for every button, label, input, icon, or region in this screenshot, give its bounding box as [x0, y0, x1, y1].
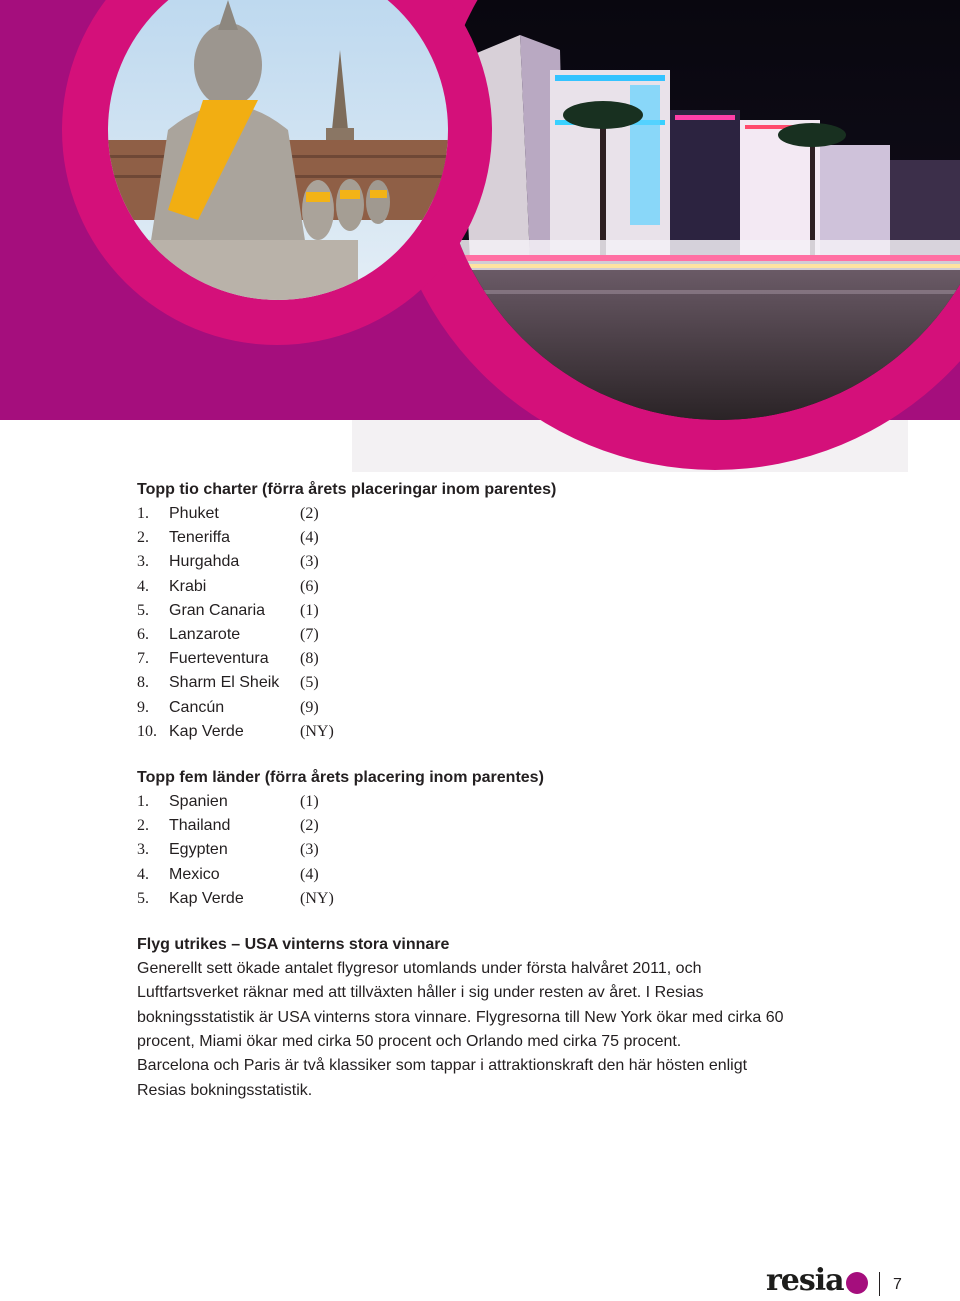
destination-name: Hurgahda [169, 553, 240, 571]
charter-heading: Topp tio charter (förra årets placeringar inom parentes) [137, 481, 557, 498]
country-name: Spanien [169, 793, 228, 811]
destination-name: Phuket [169, 505, 219, 522]
list-item [137, 550, 857, 574]
destination-name: Fuerteventura [169, 650, 269, 668]
article-body [137, 957, 857, 1103]
countries-heading: Topp fem länder (förra årets placering inom parentes) [137, 769, 544, 787]
brand-dot-icon [846, 1272, 868, 1294]
rank-number: 5. [137, 601, 149, 619]
countries-list [137, 790, 857, 911]
list-item [137, 790, 857, 814]
hero-banner [0, 0, 960, 472]
article-line: Barcelona och Paris är två klassiker som tappar i attraktionskraft den här hösten enligt [137, 1057, 748, 1075]
previous-rank: (NY) [300, 722, 334, 740]
resia-logo [766, 1261, 868, 1301]
article-line: procent, Miami ökar med cirka 50 procent och Orlando med cirka 75 procent. [137, 1032, 682, 1050]
destination-name: Kap Verde [169, 722, 244, 740]
list-item [137, 647, 857, 671]
main-content [137, 478, 857, 1103]
footer-divider [879, 1272, 880, 1296]
article-line: Generellt sett ökade antalet flygresor utomlands under första halvåret 2011, och [137, 960, 702, 978]
rank-number: 3. [137, 841, 149, 859]
rank-number: 9. [137, 698, 149, 716]
rank-number: 5. [137, 889, 149, 907]
rank-number: 3. [137, 553, 149, 571]
previous-rank: (4) [300, 865, 319, 883]
page-number: 7 [893, 1276, 902, 1293]
destination-name: Gran Canaria [169, 601, 266, 619]
rank-number: 2. [137, 817, 149, 835]
rank-number: 4. [137, 577, 149, 595]
previous-rank: (6) [300, 577, 319, 595]
previous-rank: (1) [300, 793, 319, 811]
destination-name: Krabi [169, 577, 207, 595]
rank-number: 2. [137, 529, 149, 547]
article-heading: Flyg utrikes – USA vinterns stora vinnare [137, 936, 450, 954]
list-item [137, 526, 857, 550]
previous-rank: (2) [300, 505, 319, 522]
list-item [137, 814, 857, 838]
article-line: Resias bokningsstatistik. [137, 1081, 313, 1099]
section-spacer [137, 744, 857, 766]
list-item [137, 838, 857, 862]
brand-wordmark: resia [766, 1263, 844, 1298]
previous-rank: (5) [300, 674, 319, 692]
rank-number: 6. [137, 626, 149, 644]
previous-rank: (7) [300, 626, 319, 644]
destination-name: Teneriffa [169, 529, 231, 547]
list-item [137, 696, 857, 720]
previous-rank: (3) [300, 841, 319, 859]
previous-rank: (3) [300, 553, 319, 571]
destination-name: Lanzarote [169, 626, 241, 644]
rank-number: 8. [137, 674, 149, 692]
list-item [137, 887, 857, 911]
country-name: Mexico [169, 865, 220, 883]
destination-name: Sharm El Sheik [169, 674, 280, 692]
country-name: Thailand [169, 817, 231, 835]
list-item [137, 599, 857, 623]
previous-rank: (NY) [300, 889, 334, 907]
list-item [137, 623, 857, 647]
charter-list [137, 502, 857, 744]
section-spacer [137, 911, 857, 933]
previous-rank: (1) [300, 601, 319, 619]
rank-number: 1. [137, 793, 149, 811]
list-item [137, 575, 857, 599]
list-item [137, 720, 857, 744]
destination-name: Cancún [169, 698, 225, 716]
article-line: bokningsstatistik är USA vinterns stora vinnare. Flygresorna till New York ökar med cirka 60 [137, 1008, 784, 1026]
rank-number: 10. [137, 722, 157, 740]
article-line: Luftfartsverket räknar med att tillväxten håller i sig under resten av året. I Resias [137, 984, 704, 1002]
list-item [137, 502, 857, 526]
rank-number: 1. [137, 505, 149, 522]
previous-rank: (9) [300, 698, 319, 716]
list-item [137, 671, 857, 695]
rank-number: 7. [137, 650, 149, 668]
previous-rank: (8) [300, 650, 319, 668]
list-item [137, 863, 857, 887]
rank-number: 4. [137, 865, 149, 883]
country-name: Egypten [169, 841, 228, 859]
country-name: Kap Verde [169, 889, 244, 907]
previous-rank: (2) [300, 817, 319, 835]
previous-rank: (4) [300, 529, 319, 547]
